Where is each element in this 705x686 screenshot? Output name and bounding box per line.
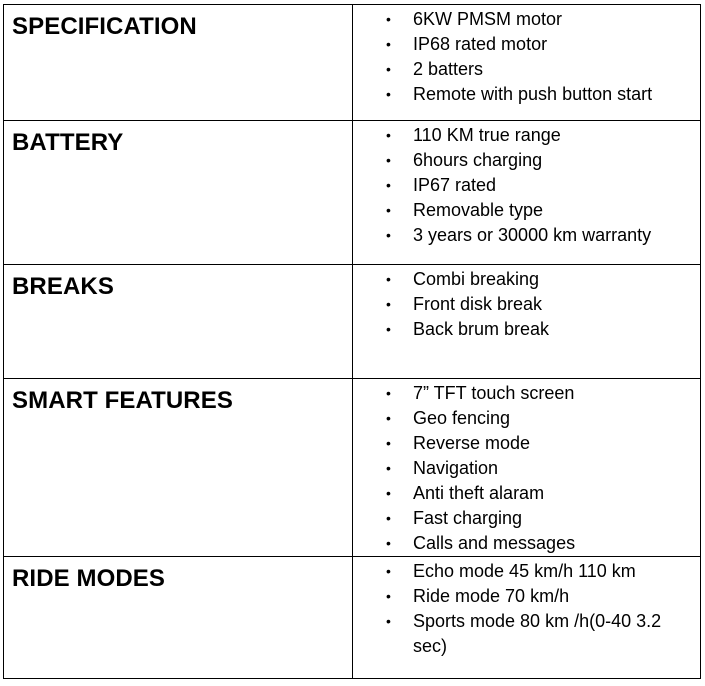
list-item-text: 110 KM true range [413, 125, 561, 145]
list-item [353, 123, 700, 148]
list-item [353, 292, 700, 317]
bullet-icon: • [386, 485, 391, 501]
section-title: SPECIFICATION [12, 13, 197, 40]
section-title: BREAKS [12, 273, 114, 300]
list-item [353, 431, 700, 456]
bullet-icon: • [386, 202, 391, 218]
bullet-icon: • [386, 410, 391, 426]
list-item-text: Back brum break [413, 319, 550, 339]
list-item [353, 267, 700, 292]
section-items-cell [353, 379, 701, 557]
bullet-icon: • [386, 61, 391, 77]
bullet-icon: • [386, 36, 391, 52]
list-item-text: Reverse mode [413, 433, 531, 453]
bullet-icon: • [386, 321, 391, 337]
section-items-cell [353, 557, 701, 679]
list-item [353, 148, 700, 173]
list-item [353, 57, 700, 82]
bullet-icon: • [386, 11, 391, 27]
bullet-icon: • [386, 86, 391, 102]
list-item-text: Geo fencing [413, 408, 511, 428]
list-item [353, 609, 700, 659]
list-item [353, 317, 700, 342]
list-item-text: Combi breaking [413, 269, 540, 289]
list-item-text: Navigation [413, 458, 499, 478]
bullet-icon: • [386, 563, 391, 579]
section-items-cell [353, 265, 701, 379]
list-item-text: 6hours charging [413, 150, 543, 170]
list-item [353, 559, 700, 584]
section-title-cell [4, 121, 353, 265]
bullet-list [353, 265, 700, 342]
list-item-text: 2 batters [413, 59, 484, 79]
bullet-icon: • [386, 177, 391, 193]
bullet-icon: • [386, 227, 391, 243]
list-item-text: Sports mode 80 km /h(0-40 3.2 sec) [413, 611, 662, 656]
table-row [4, 121, 701, 265]
list-item-text: Front disk break [413, 294, 543, 314]
list-item [353, 506, 700, 531]
list-item-text: Remote with push button start [413, 84, 653, 104]
list-item [353, 481, 700, 506]
list-item-text: Removable type [413, 200, 544, 220]
bullet-icon: • [386, 127, 391, 143]
bullet-icon: • [386, 460, 391, 476]
list-item-text: Calls and messages [413, 533, 576, 553]
bullet-icon: • [386, 535, 391, 551]
list-item [353, 82, 700, 107]
spec-table [3, 4, 701, 679]
bullet-list [353, 121, 700, 248]
list-item-text: Echo mode 45 km/h 110 km [413, 561, 636, 581]
bullet-icon: • [386, 296, 391, 312]
section-title-cell [4, 379, 353, 557]
table-row [4, 379, 701, 557]
list-item [353, 456, 700, 481]
list-item [353, 198, 700, 223]
section-title-cell [4, 5, 353, 121]
section-items-cell [353, 5, 701, 121]
list-item [353, 584, 700, 609]
bullet-list [353, 557, 700, 659]
bullet-icon: • [386, 152, 391, 168]
bullet-icon: • [386, 588, 391, 604]
table-row [4, 265, 701, 379]
list-item-text: 3 years or 30000 km warranty [413, 225, 652, 245]
list-item-text: IP67 rated [413, 175, 497, 195]
list-item [353, 173, 700, 198]
list-item-text: 6KW PMSM motor [413, 9, 563, 29]
list-item-text: Fast charging [413, 508, 523, 528]
section-title: BATTERY [12, 129, 124, 156]
bullet-icon: • [386, 271, 391, 287]
list-item [353, 7, 700, 32]
bullet-list [353, 379, 700, 556]
list-item-text: IP68 rated motor [413, 34, 548, 54]
list-item-text: Anti theft alaram [413, 483, 545, 503]
table-row [4, 5, 701, 121]
section-items-cell [353, 121, 701, 265]
list-item [353, 223, 700, 248]
table-row [4, 557, 701, 679]
bullet-icon: • [386, 435, 391, 451]
bullet-icon: • [386, 613, 391, 629]
section-title: SMART FEATURES [12, 387, 233, 414]
list-item-text: Ride mode 70 km/h [413, 586, 570, 606]
list-item [353, 32, 700, 57]
section-title-cell [4, 557, 353, 679]
list-item [353, 531, 700, 556]
list-item [353, 406, 700, 431]
section-title-cell [4, 265, 353, 379]
section-title: RIDE MODES [12, 565, 166, 592]
bullet-icon: • [386, 510, 391, 526]
bullet-list [353, 5, 700, 107]
list-item [353, 381, 700, 406]
list-item-text: 7” TFT touch screen [413, 383, 575, 403]
bullet-icon: • [386, 385, 391, 401]
